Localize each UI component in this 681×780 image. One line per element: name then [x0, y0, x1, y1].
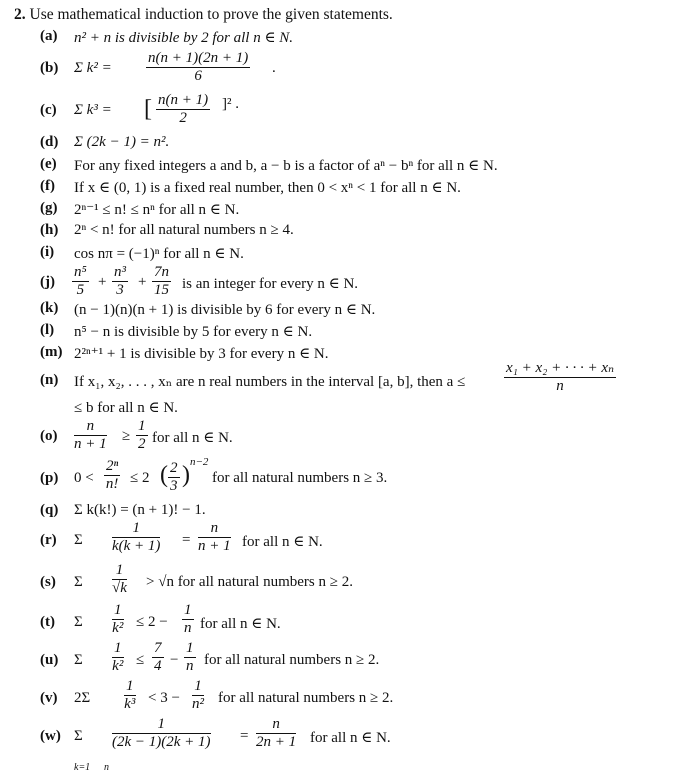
item-text-right: for all natural numbers n ≥ 2. [218, 690, 394, 706]
item-text-right: for all natural numbers n ≥ 3. [212, 470, 388, 486]
left-paren: ( [160, 462, 168, 488]
item-text: If x₁, x₂, . . . , xₙ are n real numbers in the interval [a, b], then a ≤ [74, 374, 466, 390]
fraction [146, 50, 250, 85]
item-label: (c) [40, 102, 57, 118]
fraction-denominator: k² [112, 658, 124, 674]
item-text-line2: ≤ b for all n ∈ N. [74, 400, 178, 416]
fraction-numerator: 7n [154, 264, 169, 280]
minus-sign: − [170, 652, 179, 668]
fraction [104, 458, 120, 493]
fraction [156, 92, 210, 127]
problem-header [14, 6, 393, 24]
fraction [152, 264, 171, 299]
item-text: Σ (2k − 1) = n². [74, 134, 170, 150]
item-text-right: is an integer for every n ∈ N. [182, 276, 359, 292]
fraction-numerator: 1 [184, 602, 192, 618]
fraction-numerator: 2ⁿ [106, 458, 119, 474]
item-text-left: Σ [74, 614, 83, 630]
item-label: (r) [40, 532, 57, 548]
fraction [504, 360, 616, 395]
item-label: (f) [40, 178, 55, 194]
item-text: (n − 1)(n)(n + 1) is divisible by 6 for every n ∈ N. [74, 302, 376, 318]
fraction [112, 602, 124, 637]
fraction [136, 418, 148, 453]
item-label: (t) [40, 614, 55, 630]
fraction-denominator: k(k + 1) [112, 538, 161, 554]
item-text-left: 2Σ [74, 690, 91, 706]
item-text-left: Σ [74, 652, 83, 668]
fraction-numerator: n(n + 1) [158, 92, 209, 108]
sum-lower-limit: k=1 [74, 762, 91, 773]
relation: ≤ 2 [130, 470, 150, 486]
sum-limits-note [0, 762, 681, 778]
sum-expression: Σ k² = [74, 60, 112, 76]
fraction [112, 562, 127, 597]
exponent: n−2 [190, 456, 209, 468]
problem-number: 2. [14, 6, 26, 23]
fraction [192, 678, 204, 713]
item-text-left: Σ [74, 532, 83, 548]
fraction-denominator: 4 [154, 658, 162, 674]
item-text-left: 0 < [74, 470, 94, 486]
item-label: (h) [40, 222, 59, 238]
item-text-right: . [272, 60, 276, 76]
fraction [124, 678, 136, 713]
fraction-numerator: n [198, 520, 231, 538]
fraction-denominator: n² [192, 696, 204, 712]
item-text-left: Σ [74, 728, 83, 744]
item-w [0, 716, 681, 760]
item-n [0, 360, 681, 420]
fraction-denominator: k² [112, 620, 124, 636]
fraction-denominator: 3 [116, 282, 124, 298]
fraction-denominator: k³ [124, 696, 136, 712]
fraction-numerator: 1 [112, 716, 211, 734]
item-label: (o) [40, 428, 58, 444]
right-paren: ) [182, 462, 190, 488]
item-text-right: > √n for all natural numbers n ≥ 2. [146, 574, 353, 590]
item-text-right: for all n ∈ N. [152, 430, 233, 446]
fraction-numerator: 1 [192, 678, 204, 696]
fraction-numerator: n(n + 1)(2n + 1) [148, 50, 249, 66]
item-text: For any fixed integers a and b, a − b is a factor of aⁿ − bⁿ for all n ∈ N. [74, 158, 498, 174]
item-text-left: Σ [74, 574, 83, 590]
left-bracket: [ [144, 96, 152, 122]
fraction-numerator: n³ [114, 264, 126, 280]
sum-expression: Σ k³ = [74, 102, 112, 118]
item-text: If x ∈ (0, 1) is a fixed real number, then 0 < xⁿ < 1 for all n ∈ N. [74, 180, 461, 196]
fraction-denominator: (2k − 1)(2k + 1) [112, 734, 211, 750]
fraction [182, 602, 194, 637]
fraction-denominator: n [556, 378, 564, 394]
fraction-numerator: n⁵ [74, 264, 87, 280]
fraction-denominator: n [186, 658, 194, 674]
item-text: n² + n is divisible by 2 for all n ∈ N. [74, 30, 294, 46]
fraction-numerator: n [256, 716, 296, 734]
item-label: (n) [40, 372, 59, 388]
fraction [112, 640, 124, 675]
item-p [0, 458, 681, 500]
item-text-right: for all n ∈ N. [200, 616, 281, 632]
fraction-numerator: 1 [126, 678, 134, 694]
fraction-numerator: n [74, 418, 107, 436]
item-t [0, 602, 681, 644]
fraction-denominator: 6 [194, 68, 202, 84]
bracket-close: ]² . [222, 96, 239, 112]
item-label: (m) [40, 344, 63, 360]
fraction [72, 264, 89, 299]
plus-sign: + [98, 274, 107, 290]
relation: < 3 − [148, 690, 180, 706]
fraction-denominator: n + 1 [74, 436, 107, 452]
plus-sign: + [138, 274, 147, 290]
fraction-numerator: 1 [186, 640, 194, 656]
fraction [152, 640, 164, 675]
item-r [0, 520, 681, 562]
item-s [0, 562, 681, 604]
item-u [0, 640, 681, 682]
fraction-numerator: x₁ + x₂ + · · · + xₙ [506, 360, 615, 376]
fraction-numerator: 7 [154, 640, 162, 656]
item-text: 2ⁿ < n! for all natural numbers n ≥ 4. [74, 222, 294, 238]
fraction [112, 716, 211, 751]
fraction-numerator: 1 [114, 640, 122, 656]
item-label: (e) [40, 156, 57, 172]
relation: ≤ 2 − [136, 614, 168, 630]
item-label: (i) [40, 244, 55, 260]
relation: = [182, 532, 191, 548]
item-label: (a) [40, 28, 58, 44]
fraction-denominator: n [184, 620, 192, 636]
fraction-denominator: 3 [170, 478, 178, 494]
fraction-numerator: 1 [114, 602, 122, 618]
fraction [112, 264, 128, 299]
fraction-denominator: 2 [138, 436, 146, 452]
fraction [74, 418, 107, 453]
fraction-denominator: 2 [179, 110, 187, 126]
item-text: 2²ⁿ⁺¹ + 1 is divisible by 3 for every n ∈ N. [74, 346, 329, 362]
item-label: (g) [40, 200, 58, 216]
relation: = [240, 728, 249, 744]
item-j [0, 264, 681, 304]
item-v [0, 678, 681, 720]
sum-upper-limit: n [104, 762, 109, 773]
item-o [0, 418, 681, 458]
fraction-denominator: 15 [154, 282, 169, 298]
fraction [112, 520, 160, 555]
fraction-denominator: 5 [76, 282, 85, 298]
relation: ≤ [136, 652, 145, 668]
fraction-denominator: √k [112, 580, 127, 596]
fraction-denominator: 2n + 1 [256, 734, 297, 750]
fraction-numerator: 2 [170, 460, 178, 476]
item-label: (u) [40, 652, 59, 668]
item-label: (d) [40, 134, 59, 150]
item-text-right: for all n ∈ N. [310, 730, 391, 746]
item-text: Σ k(k!) = (n + 1)! − 1. [74, 502, 206, 518]
item-label: (v) [40, 690, 58, 706]
item-label: (l) [40, 322, 55, 338]
fraction-denominator: n! [105, 476, 119, 492]
item-text-right: for all n ∈ N. [242, 534, 323, 550]
item-c [0, 92, 681, 132]
item-text: n⁵ − n is divisible by 5 for every n ∈ N. [74, 324, 313, 340]
fraction [198, 520, 231, 555]
item-label: (s) [40, 574, 56, 590]
fraction-numerator: 1 [138, 418, 146, 434]
item-text-right: for all natural numbers n ≥ 2. [204, 652, 380, 668]
fraction [256, 716, 296, 751]
item-label: (w) [40, 728, 61, 744]
item-label: (k) [40, 300, 59, 316]
item-label: (q) [40, 502, 59, 518]
fraction-denominator: n + 1 [198, 538, 231, 554]
fraction-numerator: 1 [112, 562, 127, 580]
item-label: (p) [40, 470, 59, 486]
fraction [168, 460, 180, 495]
item-b [0, 50, 681, 90]
item-text: 2ⁿ⁻¹ ≤ n! ≤ nⁿ for all n ∈ N. [74, 202, 240, 218]
item-label: (b) [40, 60, 59, 76]
item-label: (j) [40, 274, 55, 290]
fraction [184, 640, 196, 675]
relation: ≥ [122, 428, 131, 444]
item-text: cos nπ = (−1)ⁿ for all n ∈ N. [74, 246, 244, 262]
problem-instruction: Use mathematical induction to prove the given statements. [29, 6, 393, 23]
fraction-numerator: 1 [112, 520, 160, 538]
